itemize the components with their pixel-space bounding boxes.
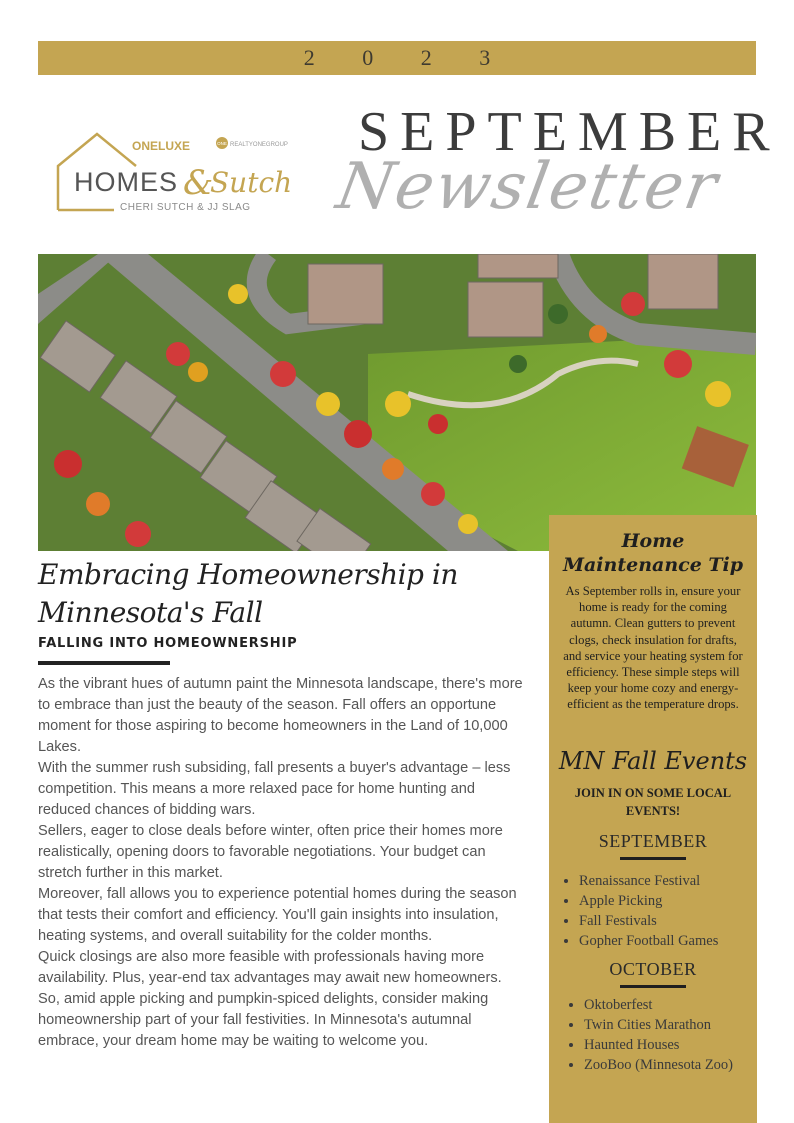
october-events-list [566, 995, 733, 1075]
september-divider [620, 857, 686, 860]
list-item: • Fall Festivals [579, 911, 718, 931]
september-events-list [561, 871, 718, 951]
article-body [38, 674, 528, 1052]
list-item: • ZooBoo (Minnesota Zoo) [584, 1055, 733, 1075]
list-item: • Apple Picking [579, 891, 718, 911]
article-divider [38, 661, 170, 665]
agents-text: CHERI SUTCH & JJ SLAG [120, 202, 251, 213]
homes-and-sutch-logo [52, 128, 332, 218]
ampersand-text: & [183, 163, 214, 203]
article-paragraph: Sellers, eager to close deals before winter, often price their homes more realistically, opening doors to favorable negotiations. Your budget can stretch further in this market. [38, 823, 503, 881]
maintenance-tip-body: As September rolls in, ensure your home is ready for the coming autumn. Clean gutters to prevent clogs, check insulation for drafts, and service your heating system for efficiency. These simple steps will keep your home cozy and energy-efficient as the temperature drops. [563, 584, 743, 712]
article-paragraph: As the vibrant hues of autumn paint the Minnesota landscape, there's more to embrace than just the beauty of the season. Fall offers an opportune moment for those aspiring to become homeowners in the Land of 10,000 Lakes. [38, 676, 523, 755]
aerial-neighborhood-photo [38, 254, 756, 551]
article-paragraph: Moreover, fall allows you to experience potential homes during the season that tests their comfort and efficiency. You'll gain insights into insulation, heating systems, and overall suitability for the colder months. [38, 886, 517, 944]
october-divider [620, 985, 686, 988]
list-item: • Twin Cities Marathon [584, 1015, 733, 1035]
list-item: • Renaissance Festival [579, 871, 718, 891]
list-item: • Haunted Houses [584, 1035, 733, 1055]
fall-events-intro: JOIN IN ON SOME LOCAL EVENTS! [574, 786, 732, 818]
fall-events-title: MN Fall Events [558, 747, 748, 775]
article-title: Embracing Homeownership in Minnesota's Fall [38, 558, 458, 629]
month-title: SEPTEMBER [358, 101, 781, 163]
sutch-text: Sutch [210, 166, 293, 199]
september-heading: SEPTEMBER [598, 831, 708, 851]
article-subtitle: FALLING INTO HOMEOWNERSHIP [38, 636, 298, 651]
october-heading: OCTOBER [609, 959, 697, 979]
brokerage-badge-text: ONE [217, 141, 227, 146]
brokerage-text: REALTYONEGROUP [230, 142, 288, 148]
homes-text: HOMES [74, 167, 179, 197]
oneluxe-text: ONELUXE [132, 139, 191, 153]
article-paragraph: Quick closings are also more feasible with professionals having more availability. Plus, year-end tax advantages may await new homeowners. [38, 949, 502, 986]
year-text: 2 0 2 3 [303, 45, 512, 70]
article-paragraph: So, amid apple picking and pumpkin-spiced delights, consider making homeownership part of your fall festivities. In Minnesota's autumnal embrace, your dream home may be waiting to welcome you. [38, 991, 489, 1049]
list-item: • Gopher Football Games [579, 931, 718, 951]
maintenance-tip-title: Home Maintenance Tip [562, 530, 744, 576]
article-paragraph: With the summer rush subsiding, fall presents a buyer's advantage – less competition. This means a more relaxed pace for home hunting and reduced chances of bidding wars. [38, 760, 511, 818]
year-banner [38, 41, 756, 75]
newsletter-script-title: Newsletter [331, 150, 725, 224]
sidebar-panel [549, 515, 757, 1123]
list-item: • Oktoberfest [584, 995, 733, 1015]
